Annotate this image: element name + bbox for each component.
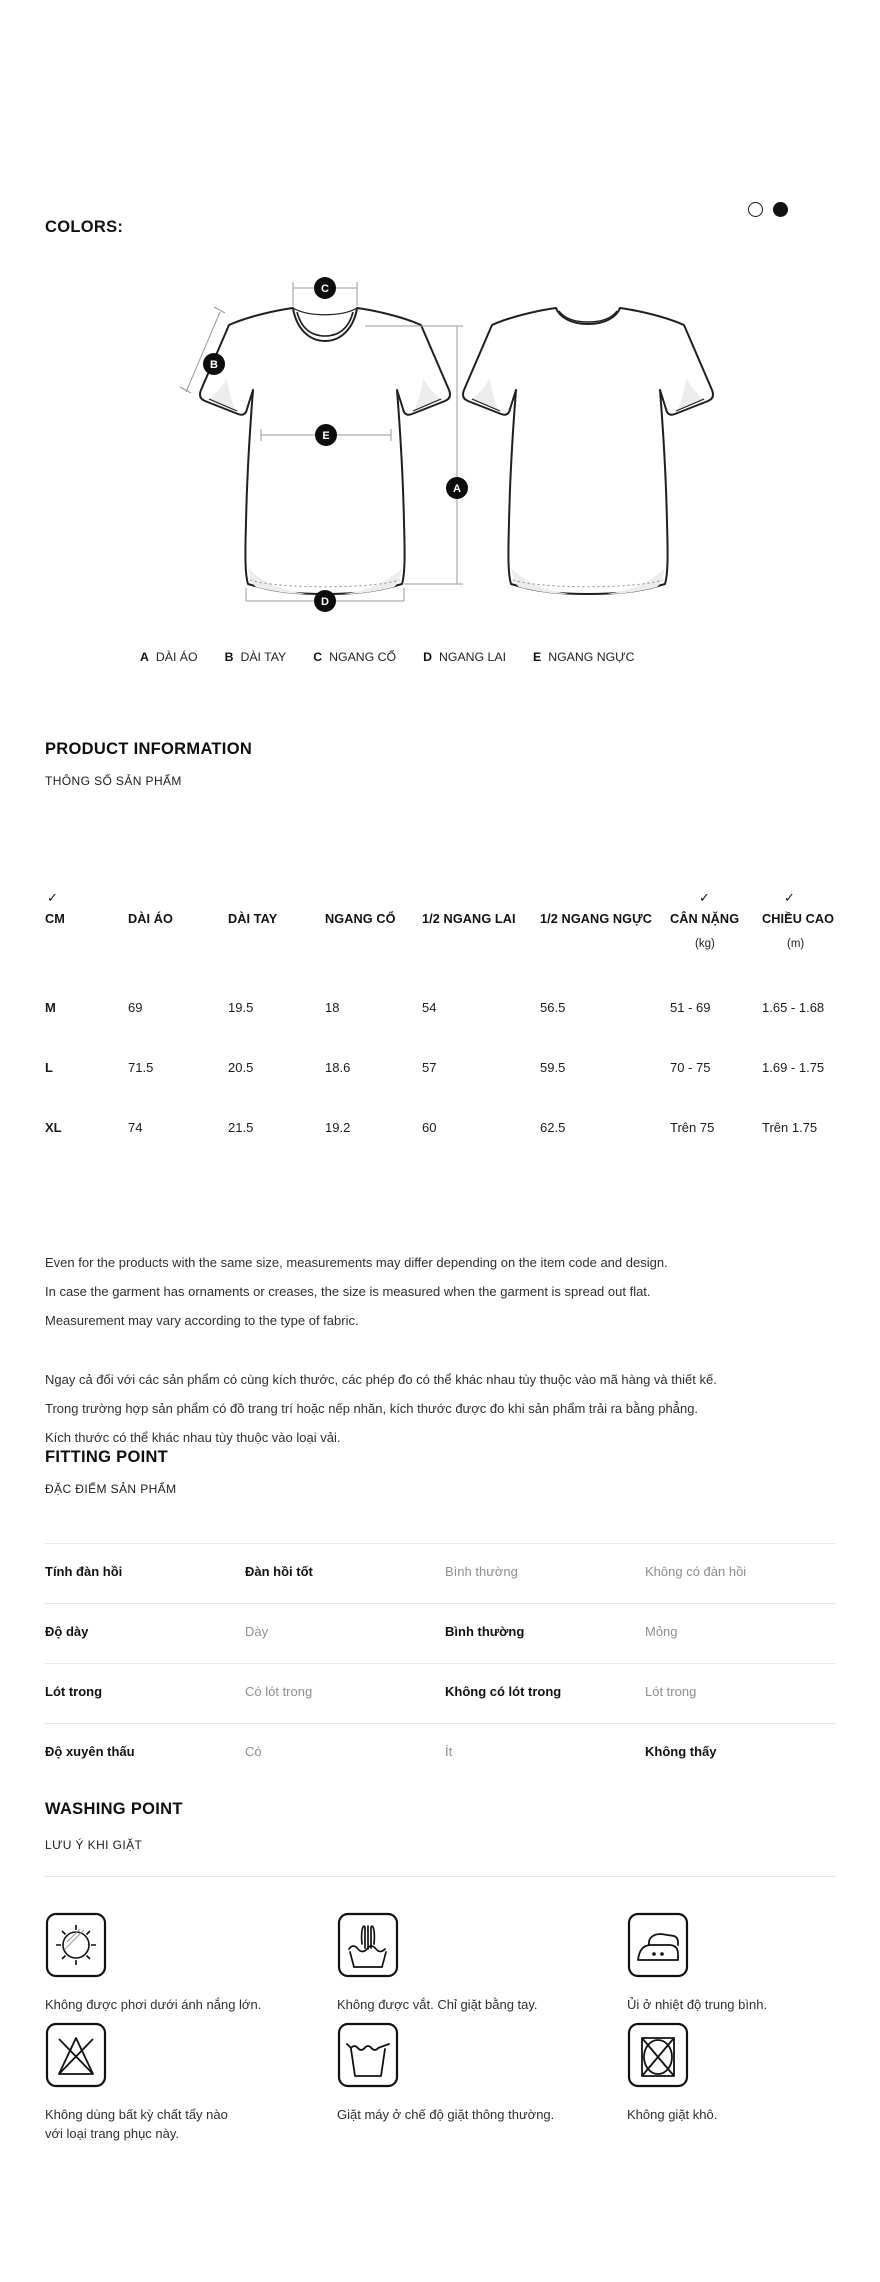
wash-item-iron xyxy=(627,1912,845,2022)
legend-item-c: C NGANG CỔ xyxy=(313,650,397,664)
wash-item-no-sun xyxy=(45,1912,337,2022)
measure-badge-B xyxy=(203,353,225,375)
wash-caption: Giặt máy ở chế độ giặt thông thường. xyxy=(337,2107,555,2122)
size-table-units-row xyxy=(45,938,845,956)
product-information-title: PRODUCT INFORMATION xyxy=(45,740,253,758)
col-header: CHIỀU CAO xyxy=(762,912,835,926)
measure-badge-A xyxy=(446,477,468,499)
measurement-notes xyxy=(45,1248,815,1452)
legend-item-a: A DÀI ÁO xyxy=(140,650,198,664)
col-header: CM xyxy=(45,912,65,926)
wash-caption: Không dùng bất kỳ chất tẩy nào với loại trang phục này. xyxy=(45,2107,228,2141)
fitting-row-transparency: Độ xuyên thấu Có Ít Không thấy xyxy=(45,1723,835,1783)
wash-caption: Ủi ở nhiệt độ trung bình. xyxy=(627,1997,768,2012)
svg-text:E: E xyxy=(322,430,330,442)
check-height: ✓ xyxy=(784,890,795,905)
hand-wash-only-icon xyxy=(337,1912,399,1978)
do-not-bleach-icon xyxy=(45,2022,107,2088)
tshirt-measurement-diagram xyxy=(130,268,750,648)
col-header: 1/2 NGANG NGỰC xyxy=(540,912,653,926)
washing-point-subtitle: LƯU Ý KHI GIẶT xyxy=(45,1838,143,1852)
notes-vietnamese: Ngay cả đối với các sản phẩm có cùng kích thước, các phép đo có thể khác nhau tùy thuộc vào mã hàng và thiết kế. Trong trường hợp sản phẩm có đồ trang trí hoặc nếp nhăn, kích thước được đo khi sản phẩm trải ra bằng phẳng. Kích thước có thể khác nhau tùy thuộc vào loại vải. xyxy=(45,1372,717,1445)
color-swatches xyxy=(748,202,788,217)
col-header: 1/2 NGANG LAI xyxy=(422,912,516,926)
svg-text:C: C xyxy=(321,283,329,295)
col-header: DÀI TAY xyxy=(228,912,278,926)
washing-instructions xyxy=(45,1912,845,2141)
check-weight: ✓ xyxy=(699,890,710,905)
fitting-row-lining: Lót trong Có lót trong Không có lót trong Lót trong xyxy=(45,1663,835,1723)
check-cm: ✓ xyxy=(47,890,58,905)
legend-item-b: B DÀI TAY xyxy=(224,650,287,664)
size-table xyxy=(45,890,845,1180)
size-row-xl: XL 74 21.5 19.2 60 62.5 Trên 75 Trên 1.75 xyxy=(45,1120,818,1135)
tshirt-back xyxy=(463,308,713,594)
iron-medium-heat-icon xyxy=(627,1912,689,1978)
do-not-sun-dry-icon xyxy=(45,1912,107,1978)
unit-kg: (kg) xyxy=(695,938,715,950)
wash-caption: Không được vắt. Chỉ giặt bằng tay. xyxy=(337,1997,538,2012)
notes-english: Even for the products with the same size, measurements may differ depending on the item code and design. In case the garment has ornaments or creases, the size is measured when the garment is spread out flat. Measurement may vary according to the type of fabric. xyxy=(45,1255,668,1328)
colors-label: COLORS: xyxy=(45,218,124,236)
legend-item-e: E NGANG NGỰC xyxy=(532,650,635,664)
fitting-point-title: FITTING POINT xyxy=(45,1448,169,1466)
wash-item-no-dry-clean xyxy=(627,2022,845,2132)
fitting-table xyxy=(45,1543,835,1783)
wash-item-no-bleach xyxy=(45,2022,337,2141)
measure-badge-C xyxy=(314,277,336,299)
measure-badge-D xyxy=(314,590,336,612)
svg-text:D: D xyxy=(321,596,329,608)
size-table-header-row xyxy=(45,912,845,938)
col-header: DÀI ÁO xyxy=(128,912,174,926)
size-table-body xyxy=(45,1000,845,1180)
unit-m: (m) xyxy=(787,938,805,950)
col-header: CÂN NẶNG xyxy=(670,912,740,926)
do-not-dry-clean-icon xyxy=(627,2022,689,2088)
fitting-row-elasticity: Tính đàn hồi Đàn hồi tốt Bình thường Không có đàn hồi xyxy=(45,1543,835,1603)
measurement-legend xyxy=(140,650,635,664)
size-table-check-row xyxy=(45,890,845,912)
washing-point-title: WASHING POINT xyxy=(45,1800,183,1818)
color-swatch-black[interactable] xyxy=(773,202,788,217)
wash-caption: Không được phơi dưới ánh nắng lớn. xyxy=(45,1997,262,2012)
wash-item-machine-wash xyxy=(337,2022,627,2132)
tshirt-front xyxy=(200,308,450,594)
washing-divider xyxy=(45,1876,835,1877)
legend-item-d: D NGANG LAI xyxy=(423,650,506,664)
fitting-row-thickness: Độ dày Dày Bình thường Mỏng xyxy=(45,1603,835,1663)
color-swatch-white[interactable] xyxy=(748,202,763,217)
size-row-l: L 71.5 20.5 18.6 57 59.5 70 - 75 1.69 - 1.75 xyxy=(45,1060,825,1075)
fitting-point-subtitle: ĐẶC ĐIỂM SẢN PHẨM xyxy=(45,1482,177,1496)
wash-item-hand-wash xyxy=(337,1912,627,2022)
measure-badge-E xyxy=(315,424,337,446)
size-row-m: M 69 19.5 18 54 56.5 51 - 69 1.65 - 1.68 xyxy=(45,1000,825,1015)
col-header: NGANG CỔ xyxy=(325,912,396,926)
wash-caption: Không giặt khô. xyxy=(627,2107,718,2122)
svg-text:B: B xyxy=(210,359,218,371)
product-information-subtitle: THÔNG SỐ SẢN PHẨM xyxy=(45,774,182,788)
machine-wash-normal-icon xyxy=(337,2022,399,2088)
svg-text:A: A xyxy=(453,483,461,495)
